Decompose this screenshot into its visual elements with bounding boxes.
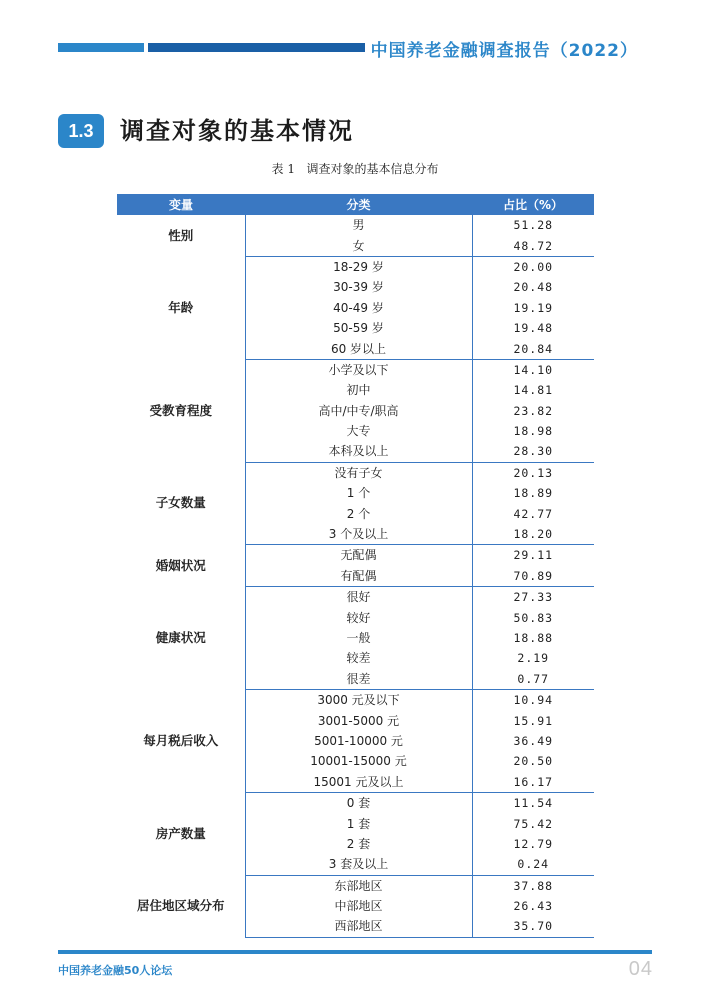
table-caption-text: 调查对象的基本信息分布 [306, 162, 439, 176]
category-cell: 高中/中专/职高 [245, 401, 472, 421]
variable-cell: 子女数量 [117, 462, 245, 545]
category-cell: 2 套 [245, 834, 472, 854]
table-row [117, 359, 594, 380]
table-caption [0, 160, 710, 177]
footer-org: 中国养老金融50人论坛 [58, 964, 173, 977]
category-cell: 3 套及以上 [245, 854, 472, 875]
percent-cell: 75.42 [513, 816, 554, 831]
table-row [117, 792, 594, 813]
percent-cell: 2.19 [517, 651, 550, 666]
percent-cell: 16.17 [472, 772, 594, 793]
category-cell: 一般 [245, 628, 472, 648]
percent-cell: 0.24 [472, 854, 594, 875]
category-cell: 很好 [245, 587, 472, 608]
category-cell: 60 岁以上 [245, 338, 472, 359]
percent-cell: 35.70 [472, 916, 594, 937]
table-row [117, 256, 594, 277]
category-cell: 中部地区 [245, 896, 472, 916]
percent-cell: 42.77 [513, 506, 554, 521]
category-cell: 无配偶 [245, 545, 472, 566]
percent-cell: 51.28 [513, 218, 554, 233]
category-cell: 本科及以上 [245, 441, 472, 462]
table-row [117, 215, 594, 235]
category-cell: 5001-10000 元 [245, 731, 472, 751]
variable-cell: 房产数量 [117, 792, 245, 875]
percent-cell: 70.89 [472, 566, 594, 587]
table-row [117, 689, 594, 710]
percent-cell: 20.13 [513, 465, 554, 480]
percent-cell: 27.33 [513, 590, 554, 605]
category-cell: 较好 [245, 607, 472, 627]
percent-cell: 37.88 [513, 878, 554, 893]
column-header-percent: 占比（%） [472, 194, 594, 215]
table-header-row [117, 194, 594, 215]
percent-cell: 36.49 [513, 733, 554, 748]
percent-cell: 14.10 [513, 362, 554, 377]
category-cell: 1 个 [245, 483, 472, 503]
percent-cell: 26.43 [513, 899, 554, 914]
category-cell: 有配偶 [245, 566, 472, 587]
percent-cell: 29.11 [513, 548, 554, 563]
category-cell: 男 [245, 215, 472, 235]
table-row [117, 875, 594, 896]
percent-cell: 19.19 [513, 300, 554, 315]
category-cell: 很差 [245, 669, 472, 690]
category-cell: 1 套 [245, 813, 472, 833]
table-row [117, 545, 594, 566]
category-cell: 女 [245, 235, 472, 256]
variable-cell: 受教育程度 [117, 359, 245, 462]
percent-cell: 20.84 [472, 338, 594, 359]
section-title: 调查对象的基本情况 [120, 117, 354, 145]
page-number: 04 [628, 958, 653, 980]
variable-cell: 婚姻状况 [117, 545, 245, 587]
section-number-badge: 1.3 [58, 114, 104, 148]
percent-cell: 18.88 [513, 631, 554, 645]
category-cell: 40-49 岁 [245, 298, 472, 318]
percent-cell: 11.54 [513, 796, 554, 811]
category-cell: 3000 元及以下 [245, 689, 472, 710]
percent-cell: 10.94 [513, 693, 554, 708]
footer-bar [58, 950, 652, 954]
report-title: 中国养老金融调查报告（2022） [370, 41, 638, 61]
percent-cell: 20.48 [513, 280, 554, 295]
percent-cell: 28.30 [472, 441, 594, 462]
percent-cell: 20.50 [513, 754, 554, 769]
category-cell: 较差 [245, 648, 472, 668]
category-cell: 2 个 [245, 503, 472, 523]
percent-cell: 23.82 [513, 403, 554, 418]
category-cell: 大专 [245, 421, 472, 441]
percent-cell: 14.81 [513, 383, 554, 398]
table-row [117, 587, 594, 608]
category-cell: 小学及以下 [245, 359, 472, 380]
category-cell: 3 个及以上 [245, 524, 472, 545]
basic-info-table [117, 194, 594, 938]
percent-cell: 15.91 [513, 713, 554, 728]
column-header-category: 分类 [245, 194, 472, 215]
category-cell: 3001-5000 元 [245, 710, 472, 730]
table-caption-prefix: 表 1 [271, 162, 295, 176]
percent-cell: 19.48 [513, 321, 554, 336]
category-cell: 初中 [245, 380, 472, 400]
category-cell: 15001 元及以上 [245, 772, 472, 793]
header-accent-bar-dark [148, 43, 365, 52]
percent-cell: 12.79 [513, 836, 554, 851]
variable-cell: 居住地区域分布 [117, 875, 245, 937]
percent-cell: 18.98 [513, 424, 554, 439]
category-cell: 西部地区 [245, 916, 472, 937]
variable-cell: 每月税后收入 [117, 689, 245, 792]
category-cell: 30-39 岁 [245, 277, 472, 297]
header-accent-bar-light [58, 43, 144, 52]
category-cell: 没有子女 [245, 462, 472, 483]
percent-cell: 20.00 [513, 259, 554, 274]
percent-cell: 0.77 [472, 669, 594, 690]
variable-cell: 年龄 [117, 256, 245, 359]
variable-cell: 性别 [117, 215, 245, 256]
column-header-variable: 变量 [117, 194, 245, 215]
percent-cell: 18.20 [472, 524, 594, 545]
percent-cell: 50.83 [513, 610, 554, 625]
category-cell: 0 套 [245, 792, 472, 813]
category-cell: 东部地区 [245, 875, 472, 896]
variable-cell: 健康状况 [117, 587, 245, 690]
percent-cell: 18.89 [513, 486, 554, 501]
percent-cell: 48.72 [472, 235, 594, 256]
table-row [117, 462, 594, 483]
category-cell: 10001-15000 元 [245, 751, 472, 771]
category-cell: 50-59 岁 [245, 318, 472, 338]
category-cell: 18-29 岁 [245, 256, 472, 277]
table-body [117, 215, 594, 937]
